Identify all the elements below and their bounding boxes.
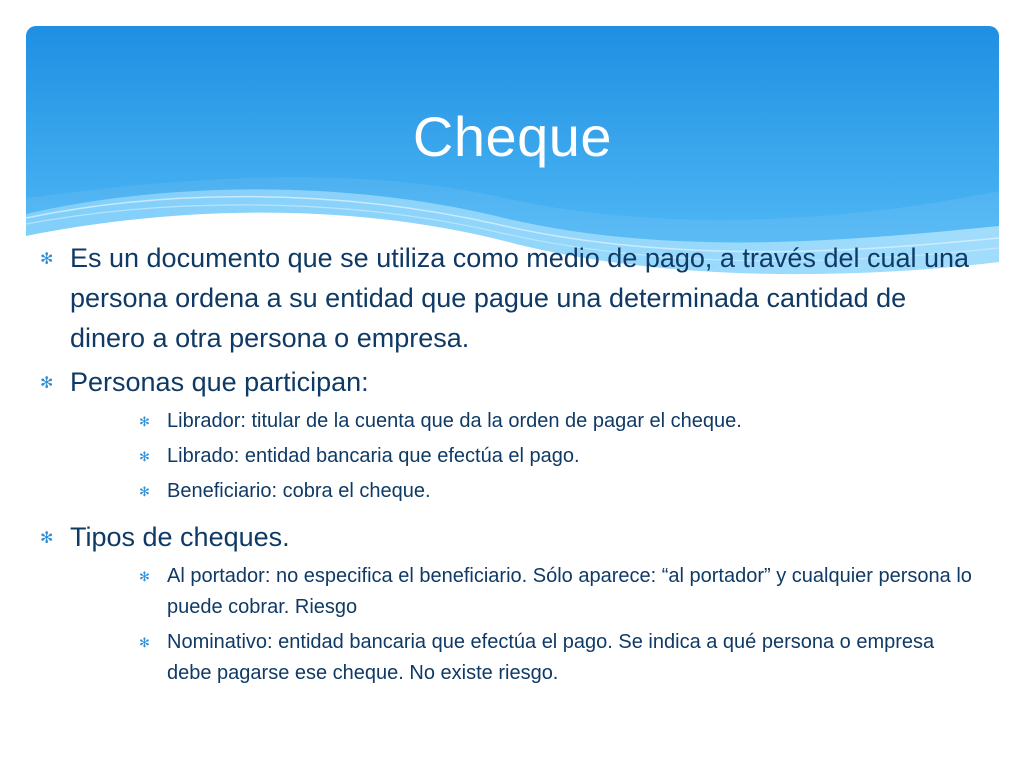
list-item: [40, 238, 980, 358]
asterisk-bullet-icon: ✻: [40, 528, 54, 547]
sub-bullet-text: Al portador: no especifica el beneficiario. Sólo aparece: “al portador” y cualquier persona lo puede cobrar. Riesgo: [167, 565, 972, 618]
sub-bullet-text: Librador: titular de la cuenta que da la orden de pagar el cheque.: [167, 410, 742, 432]
asterisk-bullet-icon: ✻: [40, 373, 54, 392]
slide-title: Cheque: [412, 105, 613, 168]
list-item: [40, 517, 980, 557]
sub-bullet-text: Beneficiario: cobra el cheque.: [167, 480, 431, 502]
sub-bullet-text: Nominativo: entidad bancaria que efectúa el pago. Se indica a qué persona o empresa debe pagarse ese cheque. No existe riesgo.: [167, 631, 935, 684]
sub-list-item: [40, 561, 980, 623]
bullet-text: Es un documento que se utiliza como medio de pago, a través del cual una persona ordena a su entidad que pague una determinada cantidad de dinero a otra persona o empresa.: [70, 243, 970, 353]
asterisk-bullet-icon: ✻: [139, 450, 150, 465]
asterisk-bullet-icon: ✻: [139, 415, 150, 430]
asterisk-bullet-icon: ✻: [139, 636, 150, 651]
sub-list-item: [40, 476, 980, 507]
bullet-text: Personas que participan:: [70, 367, 369, 397]
bullet-text: Tipos de cheques.: [70, 522, 290, 552]
asterisk-bullet-icon: ✻: [139, 485, 150, 500]
list-item: [40, 362, 980, 402]
bullet-list: [40, 238, 980, 689]
sub-list-item: [40, 441, 980, 472]
sub-bullet-text: Librado: entidad bancaria que efectúa el pago.: [167, 445, 580, 467]
sub-list-item: [40, 406, 980, 437]
sub-list-item: [40, 627, 980, 689]
asterisk-bullet-icon: ✻: [139, 570, 150, 585]
asterisk-bullet-icon: ✻: [40, 249, 54, 268]
